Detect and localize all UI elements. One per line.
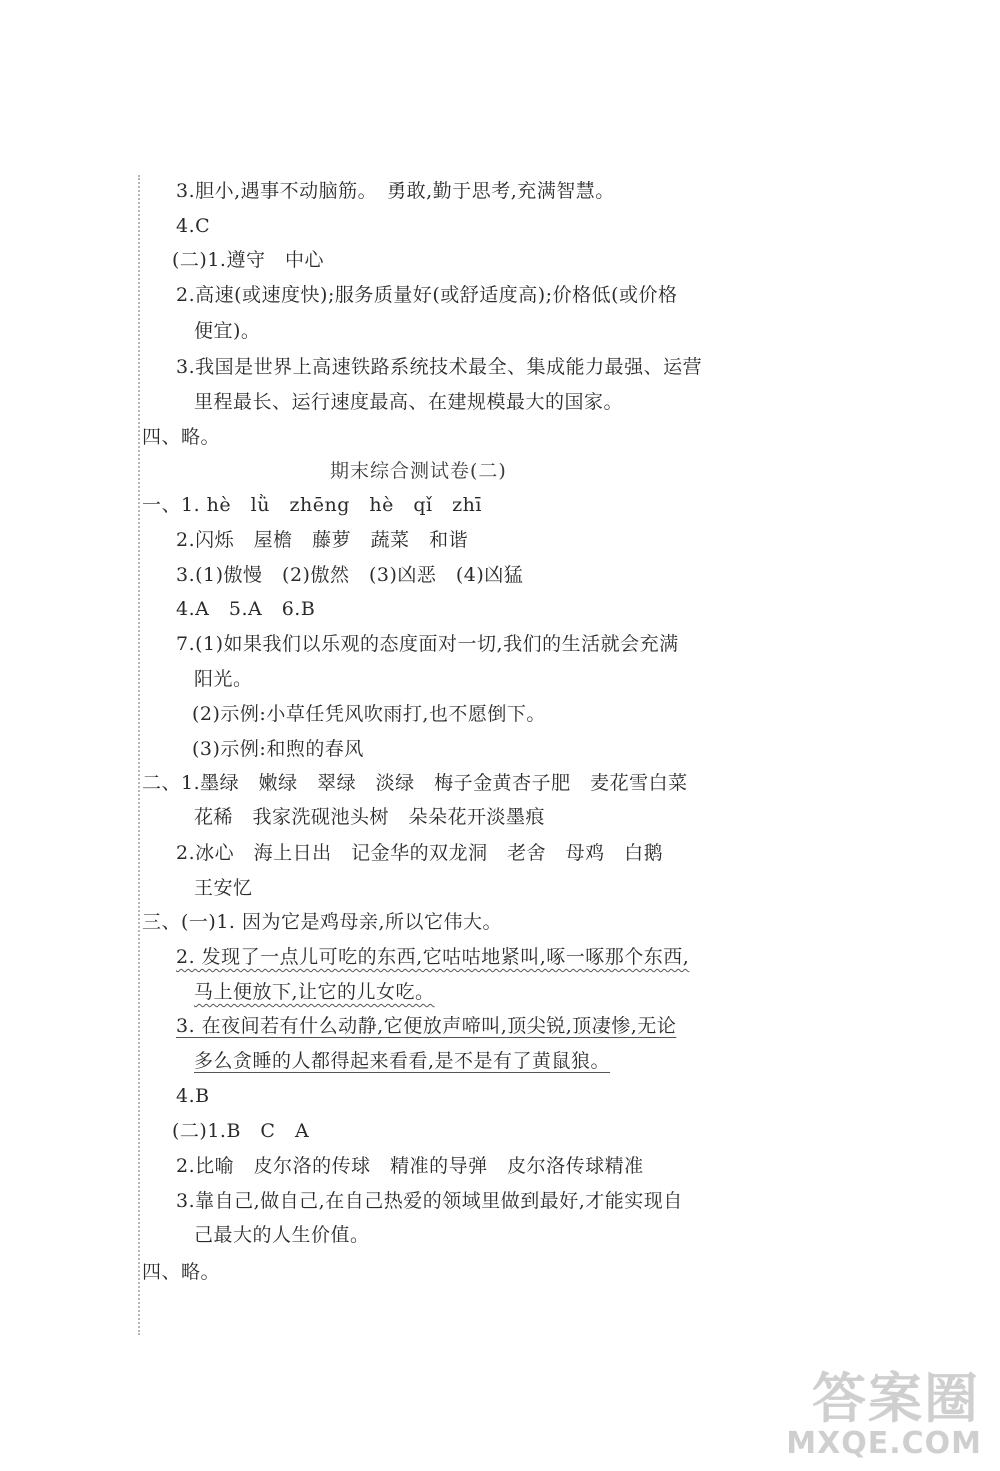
answer-line: 2.高速(或速度快);服务质量好(或舒适度高);价格低(或价格: [176, 284, 678, 306]
answer-line: 4.B: [176, 1085, 210, 1107]
section-label: 四、略。: [142, 1261, 221, 1283]
answer-line: (二)1.遵守 中心: [172, 249, 324, 271]
answer-line: 2.比喻 皮尔洛的传球 精准的导弹 皮尔洛传球精准: [176, 1155, 644, 1177]
underlined-answer: 多么贪睡的人都得起来看看,是不是有了黄鼠狼。: [194, 1050, 611, 1072]
answer-line: 4.C: [176, 215, 211, 237]
answer-line: 三、(一)1. 因为它是鸡母亲,所以它伟大。: [142, 911, 503, 933]
binding-margin-rule: [138, 175, 140, 1335]
site-watermark: [736, 1356, 986, 1461]
answer-line: (3)示例:和煦的春风: [192, 738, 364, 760]
answer-line: 花稀 我家洗砚池头树 朵朵花开淡墨痕: [194, 806, 546, 828]
answer-line: 里程最长、运行速度最高、在建规模最大的国家。: [194, 391, 624, 413]
answer-line: 3.(1)傲慢 (2)傲然 (3)凶恶 (4)凶猛: [176, 564, 524, 586]
wavy-underlined-answer: 马上便放下,让它的儿女吃。: [194, 981, 435, 1003]
wavy-underlined-answer: 2. 发现了一点儿可吃的东西,它咕咕地紧叫,啄一啄那个东西,: [176, 946, 690, 968]
answer-line: (二)1.B C A: [172, 1120, 310, 1142]
answer-line: 2.闪烁 屋檐 藤萝 蔬菜 和谐: [176, 529, 469, 551]
answer-line: 7.(1)如果我们以乐观的态度面对一切,我们的生活就会充满: [176, 633, 679, 655]
answer-line: 一、1. hè lǜ zhēng hè qǐ zhī: [142, 494, 482, 516]
answer-line: 4.A 5.A 6.B: [176, 598, 316, 620]
answer-line: 阳光。: [194, 668, 253, 690]
answer-line: (2)示例:小草任凭风吹雨打,也不愿倒下。: [192, 703, 546, 725]
underlined-answer: 3. 在夜间若有什么动静,它便放声啼叫,顶尖锐,顶凄惨,无论: [176, 1015, 677, 1037]
answer-line: 王安忆: [194, 877, 253, 899]
exam-title: 期末综合测试卷(二): [330, 460, 507, 482]
answer-line: 二、1.墨绿 嫩绿 翠绿 淡绿 梅子金黄杏子肥 麦花雪白菜: [142, 772, 688, 794]
answer-line: 3.靠自己,做自己,在自己热爱的领域里做到最好,才能实现自: [176, 1190, 683, 1212]
answer-line: 己最大的人生价值。: [194, 1224, 370, 1246]
watermark-url: MXQE.COM: [786, 1426, 982, 1461]
watermark-logo-text: 答案圈: [812, 1367, 980, 1430]
answer-line: 2.冰心 海上日出 记金华的双龙洞 老舍 母鸡 白鹅: [176, 842, 664, 864]
answer-line: 3.我国是世界上高速铁路系统技术最全、集成能力最强、运营: [176, 356, 703, 378]
section-label: 四、略。: [142, 426, 221, 448]
answer-line: 3.胆小,遇事不动脑筋。 勇敢,勤于思考,充满智慧。: [176, 180, 615, 202]
answer-line: 便宜)。: [194, 320, 261, 342]
